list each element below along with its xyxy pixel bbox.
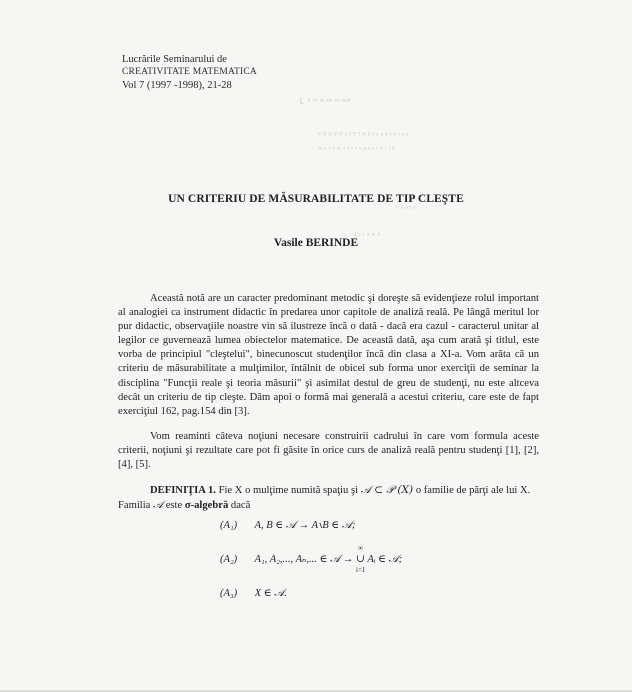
journal-name-line2: CREATIVITATE MATEMATICA	[122, 67, 257, 77]
definition-text: Fie X o mulţime numită spaţiu şi	[215, 485, 361, 496]
axiom-formula: X ∈ 𝒜.	[254, 588, 287, 599]
definition-text: dacă	[228, 500, 251, 512]
axiom-formula: A, B ∈ 𝒜 → A∖B ∈ 𝒜;	[254, 520, 356, 531]
bleed-through-text: ᵐ ᵃ ᵗ ᵉ ᵐ ᵃ ᵗ ᶦ ᶜ ᵉ ᵖ ᵒ ˢ ᶦ ᵇ ᶦ ˡ ᵉ	[318, 144, 395, 154]
axiom-formula: Aᵢ ∈ 𝒜;	[364, 554, 403, 565]
definition-1	[118, 483, 543, 513]
bleed-through-text: Ꮮ ᴬ ˣʸ ᵈᵉ ˢᵗᵃ ᵛᵉ ʳᵉᵃᵈ	[300, 96, 351, 106]
definition-text: o familie de părţi ale lui X. Familia	[118, 485, 531, 512]
bleed-through-text: ᴾ ᴿ ᴼ ᴾ ᴼ ᶻ ᴵ ᵀ ᴵ ᴬ ¹ ᶦ ᵃ ᵘ ᵃ ᵗ ᵃ ᵗ ᵉ ᵉ	[318, 130, 409, 140]
union-lower-limit: i=1	[356, 566, 366, 574]
axiom-label: (A₂)	[220, 554, 238, 565]
journal-header	[122, 53, 257, 92]
axiom-formula: A₁, A₂,..., Aₙ,... ∈ 𝒜 →	[254, 554, 356, 565]
definition-label: DEFINIŢIA 1.	[150, 485, 216, 496]
axiom-label: (A₁)	[220, 520, 238, 531]
bleed-through-text: ᶦ ᵈ ᵉ ᶜ ᵃ ᵐ ᵉ	[350, 230, 380, 240]
axiom-a1	[220, 519, 355, 532]
axiom-label: (A₃)	[220, 588, 238, 599]
axiom-a2	[220, 544, 403, 574]
bleed-through-text: ᵒ ᵃ ᵖ ᵗ ᵉ	[396, 203, 416, 213]
notions-paragraph: Vom reaminti câteva noţiuni necesare construirii cadrului în care vom formula aceste criterii, noţiuni şi rezultate care pot fi găsite în orice curs de analiză reală pentru studenţi [1], [2], [4], [5].	[118, 431, 539, 471]
paper-title: UN CRITERIU DE MĂSURABILITATE DE TIP CLEŞTE	[168, 193, 464, 205]
author-name: Vasile BERINDE	[273, 237, 359, 249]
family-symbol: 𝒜	[153, 499, 164, 512]
definition-text: este	[163, 500, 185, 512]
family-symbol: 𝒜 ⊂ 𝒫 (X)	[360, 484, 414, 496]
union-upper-limit: ∞	[358, 544, 363, 552]
axiom-a3	[220, 587, 287, 600]
union-operator: ∞ ∪ i=1	[356, 544, 366, 574]
intro-paragraph: Această notă are un caracter predominant metodic şi doreşte să evidenţieze rolul important al analogiei ca instrument didactic în predarea unor capitole de analiză reală. Pe lângă meritul lor pur didactic, observaţiile noastre vin să ilustreze încă o dată - dacă era cazul - caracterul unitar al legilor ce guvernează lumea obiectelor matematice. De această dată, aşa cum arată şi titlul, este vorba de principiul "cleştelui", binecunoscut studenţilor încă din clasa a XI-a. Vom arăta că un criteriu de măsurabilitate a mulţimilor, întâlnit de obicei sub forma unor exerciţii de seminar la disciplina "Funcţii reale şi teoria măsurii" şi asimilat destul de greu de studenţi, nu este altceva decât un criteriu de tip cleşte. Dăm apoi o formă mai generală a acestui criteriu, care este de fapt exerciţiul 162, pag.154 din [3].	[118, 293, 539, 417]
journal-name-line1: Lucrările Seminarului de	[122, 54, 227, 65]
sigma-algebra-term: σ-algebră	[184, 500, 229, 512]
volume-pages: Vol 7 (1997 -1998), 21-28	[122, 80, 232, 91]
